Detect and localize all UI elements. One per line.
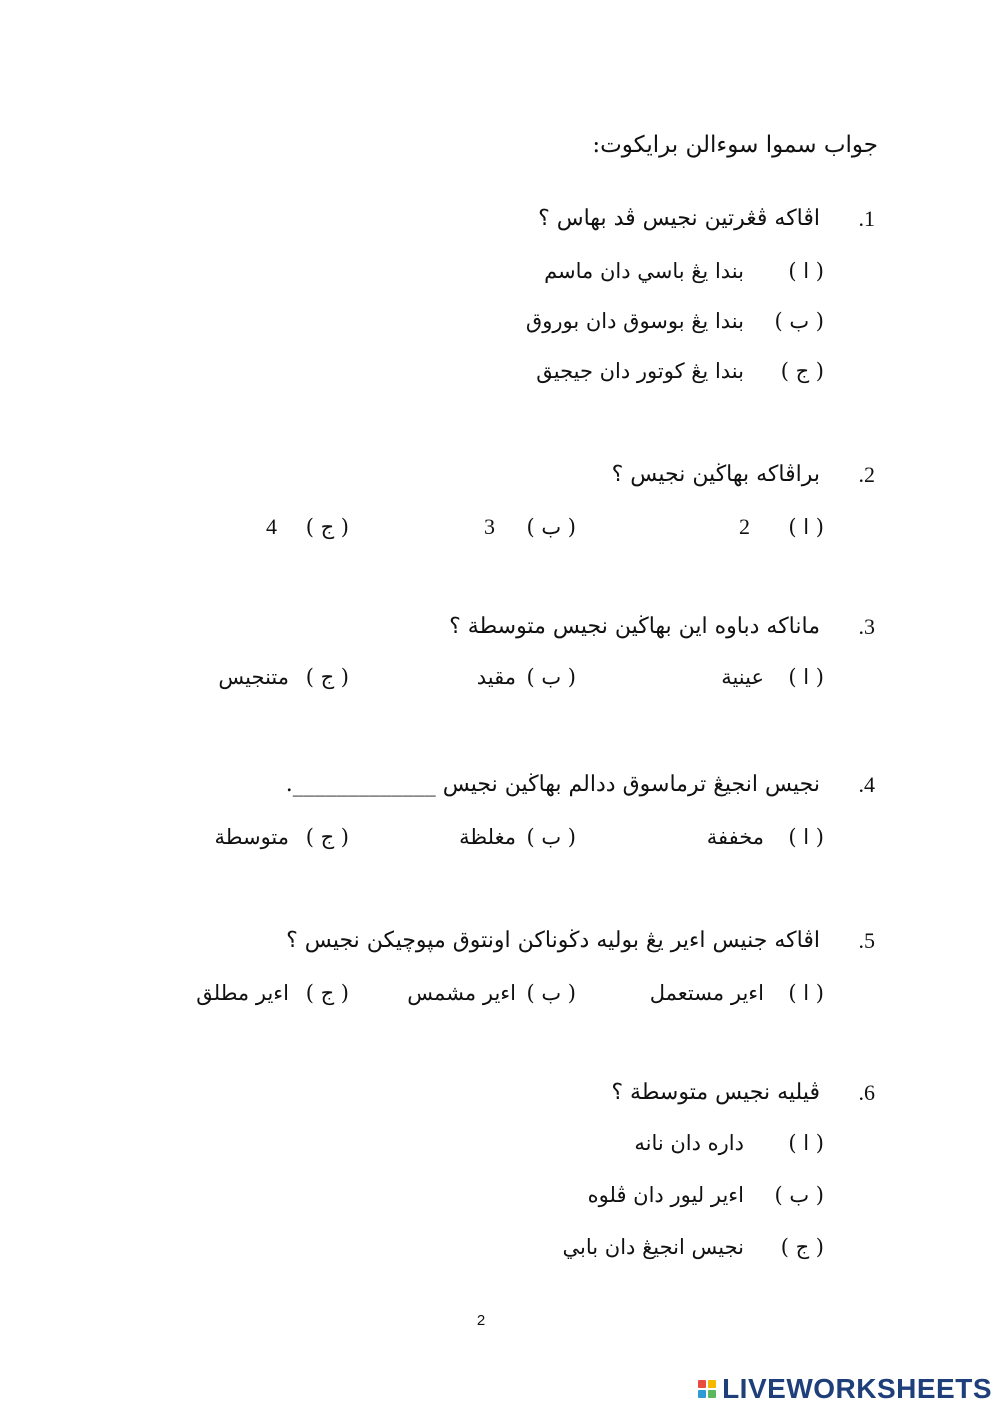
logo-square (708, 1390, 716, 1398)
option-label-a: ( ا ) (788, 665, 824, 689)
option-label-a: ( ا ) (788, 825, 824, 849)
question-text: ڤيليه نجيس متوسطة ؟ (611, 1080, 820, 1105)
option-label-c: ( ج ) (305, 981, 349, 1005)
option-text-a[interactable]: داره دان نانه (634, 1131, 744, 1155)
option-label-b: ( ب ) (526, 825, 576, 849)
instructions-heading: جواب سموا سوءالن برايكوت: (592, 132, 878, 158)
option-label-c: ( ج ) (780, 359, 824, 383)
option-label-c: ( ج ) (305, 665, 349, 689)
option-text-c[interactable]: متنجيس (218, 665, 289, 689)
option-text-c[interactable]: نجيس انجيڠ دان بابي (562, 1235, 744, 1259)
option-text-b[interactable]: مقيد (476, 665, 516, 689)
question-text: ماناكه دباوه اين بهاڬين نجيس متوسطة ؟ (449, 614, 820, 639)
option-text-a[interactable]: 2 (739, 514, 750, 539)
option-label-a: ( ا ) (788, 1131, 824, 1155)
question-number: .1 (858, 206, 875, 231)
option-label-c: ( ج ) (780, 1235, 824, 1259)
question-number: .2 (858, 462, 875, 487)
option-text-b[interactable]: بندا يڠ بوسوق دان بوروق (525, 309, 744, 333)
option-label-a: ( ا ) (788, 515, 824, 539)
question-text: براڤاكه بهاڬين نجيس ؟ (611, 462, 820, 487)
logo-square (698, 1380, 706, 1388)
option-text-b[interactable]: اءير مشمس (407, 981, 516, 1005)
option-text-b[interactable]: مغلظة (459, 825, 516, 849)
brand-name: LIVEWORKSHEETS (722, 1373, 992, 1404)
option-label-a: ( ا ) (788, 259, 824, 283)
question-text: نجيس انجيڠ ترماسوق ددالم بهاڬين نجيس _____________. (285, 772, 820, 797)
page-number: 2 (476, 1312, 486, 1329)
question-number: .3 (858, 614, 875, 639)
logo-square (708, 1380, 716, 1388)
option-label-b: ( ب ) (526, 515, 576, 539)
option-label-c: ( ج ) (305, 515, 349, 539)
question-text: اڤاكه ڤڠرتين نجيس ڤد بهاس ؟ (538, 206, 820, 231)
option-text-a[interactable]: اءير مستعمل (649, 981, 764, 1005)
option-label-b: ( ب ) (526, 665, 576, 689)
option-text-a[interactable]: مخففة (706, 825, 764, 849)
option-text-c[interactable]: بندا يڠ كوتور دان جيجيق (536, 359, 744, 383)
liveworksheets-logo-icon (698, 1380, 716, 1398)
question-number: .5 (858, 928, 875, 953)
option-text-c[interactable]: 4 (266, 514, 277, 539)
option-label-b: ( ب ) (526, 981, 576, 1005)
liveworksheets-brand[interactable] (698, 1369, 992, 1409)
option-text-c[interactable]: اءير مطلق (196, 981, 289, 1005)
option-label-c: ( ج ) (305, 825, 349, 849)
question-text: اڤاكه جنيس اءير يڠ بوليه دڬوناكن اونتوق مپوچيكن نجيس ؟ (286, 928, 820, 953)
option-label-a: ( ا ) (788, 981, 824, 1005)
option-text-a[interactable]: عينية (721, 665, 764, 689)
option-text-a[interactable]: بندا يڠ باسي دان ماسم (544, 259, 744, 283)
option-text-c[interactable]: متوسطة (214, 825, 289, 849)
option-text-b[interactable]: اءير ليور دان ڤلوه (587, 1183, 744, 1207)
option-text-b[interactable]: 3 (484, 514, 495, 539)
question-number: .4 (858, 772, 875, 797)
option-label-b: ( ب ) (774, 1183, 824, 1207)
logo-square (698, 1390, 706, 1398)
option-label-b: ( ب ) (774, 309, 824, 333)
question-number: .6 (858, 1080, 875, 1105)
